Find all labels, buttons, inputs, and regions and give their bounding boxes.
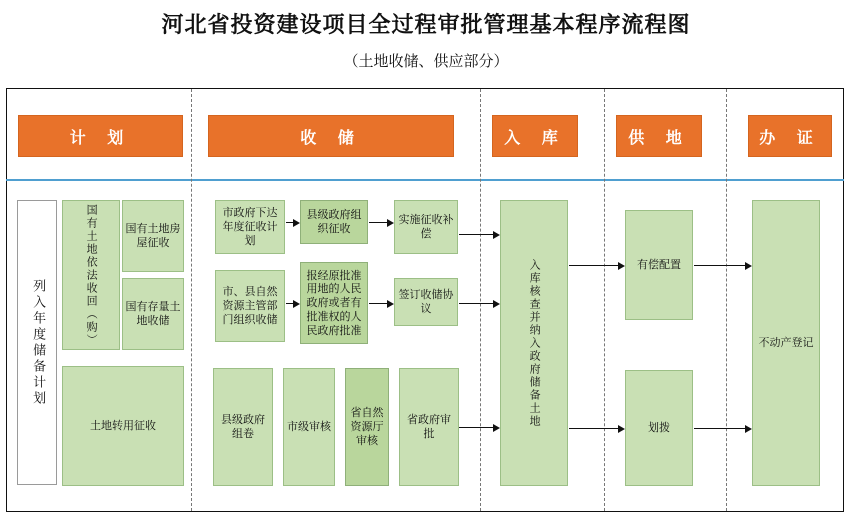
column-divider-4 <box>726 89 727 511</box>
box-resource-dept-store: 市、县自然资源主管部门组织收储 <box>215 270 285 342</box>
box-paid-allocation: 有偿配置 <box>625 210 693 320</box>
box-inbound <box>500 200 568 486</box>
box-city-review: 市级审核 <box>283 368 335 486</box>
header-supply: 供 地 <box>616 115 702 157</box>
column-divider-1 <box>191 89 192 511</box>
box-province-resource-review: 省自然资源厅审核 <box>345 368 389 486</box>
box-property-registration: 不动产登记 <box>752 200 820 486</box>
page-subtitle: （土地收储、供应部分） <box>343 52 509 70</box>
column-divider-2 <box>480 89 481 511</box>
box-implement-compensation: 实施征收补偿 <box>394 200 458 254</box>
page-title: 河北省投资建设项目全过程审批管理基本程序流程图 <box>161 12 691 38</box>
header-cert: 办 证 <box>748 115 832 157</box>
box-land-conversion: 土地转用征收 <box>62 366 184 486</box>
box-state-land-recovery <box>62 200 120 350</box>
box-inbound-label: 入库核查并纳入政府储备土地 <box>528 258 542 428</box>
header-storage: 收 储 <box>208 115 454 157</box>
box-province-gov-approve: 省政府审批 <box>399 368 459 486</box>
header-divider-rule <box>6 179 844 181</box>
header-inbound: 入 库 <box>492 115 578 157</box>
box-approval-report: 报经原批准用地的人民政府或者有批准权的人民政府批准 <box>300 262 368 344</box>
box-state-land-recovery-label: 国有土地依法收回（购） <box>85 203 99 347</box>
box-county-organize: 县级政府组织征收 <box>300 200 368 244</box>
box-house-expropriation: 国有土地房屋征收 <box>122 200 184 272</box>
box-sign-agreement: 签订收储协议 <box>394 278 458 326</box>
column-divider-3 <box>604 89 605 511</box>
box-plan-vertical: 列入年度储备计划 <box>17 200 57 485</box>
box-city-plan: 市政府下达年度征收计划 <box>215 200 285 254</box>
header-plan: 计 划 <box>18 115 183 157</box>
box-stock-land-recovery: 国有存量土地收储 <box>122 278 184 350</box>
box-allocation: 划拨 <box>625 370 693 486</box>
box-county-gov-file: 县级政府组卷 <box>213 368 273 486</box>
